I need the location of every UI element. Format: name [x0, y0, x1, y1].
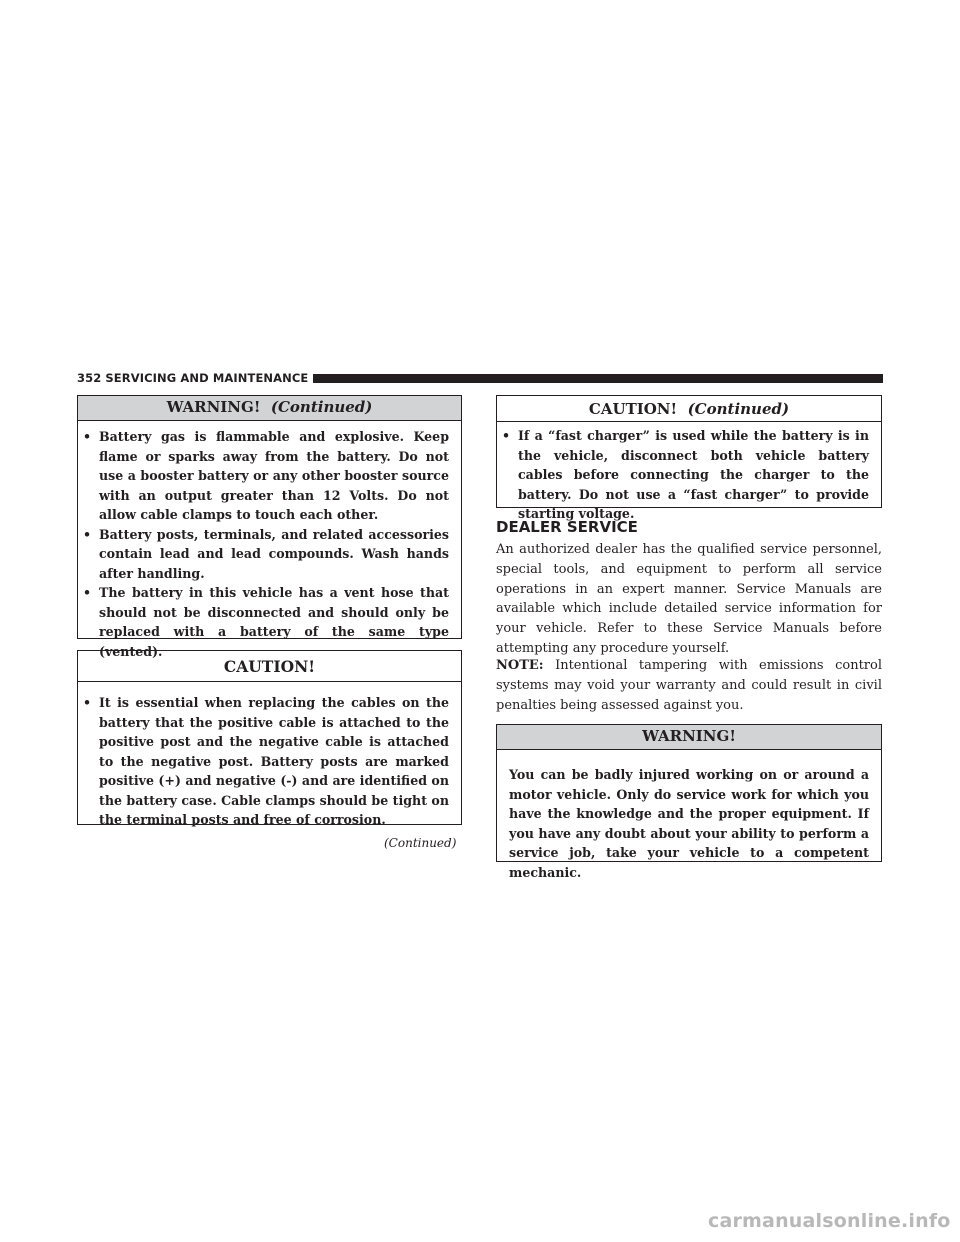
list-item: • It is essential when replacing the cables on the battery that the positive cable is attached to the positive post and the negative cable is attached to the negative post. Battery posts are marked positive (+) and negative (-) and are identified on the battery case. Cable clamps should be tight on the terminal posts and free of corrosion. — [83, 695, 449, 827]
note-label: NOTE: — [496, 658, 544, 673]
page-header — [77, 371, 883, 385]
caution-title: CAUTION! — [223, 657, 316, 676]
warning-title: WARNING! — [642, 727, 736, 745]
caution-continued-header — [497, 396, 881, 422]
note-text: Intentional tampering with emissions control systems may void your warranty and could result in civil penalties being assessed against you. — [496, 658, 882, 713]
note-paragraph — [496, 656, 882, 715]
header-rule — [313, 374, 883, 383]
section-title: SERVICING AND MAINTENANCE — [105, 371, 309, 385]
list-item: • Battery gas is flammable and explosive. Keep flame or sparks away from the battery. Do not use a booster battery or any other booster source with an output greater than 12 Volts. Do not allow cable clamps to touch each other. — [83, 429, 449, 522]
caution-header — [78, 651, 461, 682]
warning-bullet-list — [78, 421, 461, 661]
warning-header — [497, 725, 881, 750]
warning-continued-label: (Continued) — [270, 398, 373, 416]
caution-continued-bullet-list — [497, 422, 881, 524]
section-heading: DEALER SERVICE — [496, 518, 638, 536]
list-item: • The battery in this vehicle has a vent hose that should not be disconnected and should only be replaced with a battery of the same type (vented). — [83, 585, 449, 659]
warning-box — [496, 724, 882, 880]
caution-continued-label: (Continued) — [687, 400, 790, 418]
warning-title: WARNING! — [166, 398, 261, 416]
warning-continued-header — [78, 396, 461, 421]
continued-footer: (Continued) — [384, 836, 457, 850]
page-number: 352 — [77, 371, 102, 385]
list-item: • Battery posts, terminals, and related accessories contain lead and lead compounds. Wash hands after handling. — [83, 526, 449, 581]
caution-bullet-list — [78, 682, 461, 830]
dealer-service-paragraph: An authorized dealer has the qualified service personnel, special tools, and equipment to perform all service operations in an expert manner. Service Manuals are available which include detailed service information for your vehicle. Refer to these Service Manuals before attempting any procedure yourself. — [496, 542, 882, 656]
warning-continued-box — [77, 395, 462, 659]
list-item: • If a “fast charger” is used while the battery is in the vehicle, disconnect both vehicle battery cables before connecting the charger to the battery. Do not use a “fast charger” to provide starting voltage. — [502, 428, 869, 521]
footer-watermark: carmanualsonline.info — [708, 1210, 951, 1232]
warning-text: You can be badly injured working on or around a motor vehicle. Only do service work for which you have the knowledge and the proper equipment. If you have any doubt about your ability to perform a service job, take your vehicle to a competent mechanic. — [509, 767, 869, 880]
caution-title: CAUTION! — [588, 400, 678, 418]
caution-box — [77, 650, 462, 825]
caution-continued-box — [496, 395, 882, 521]
page-header-text — [77, 371, 308, 385]
